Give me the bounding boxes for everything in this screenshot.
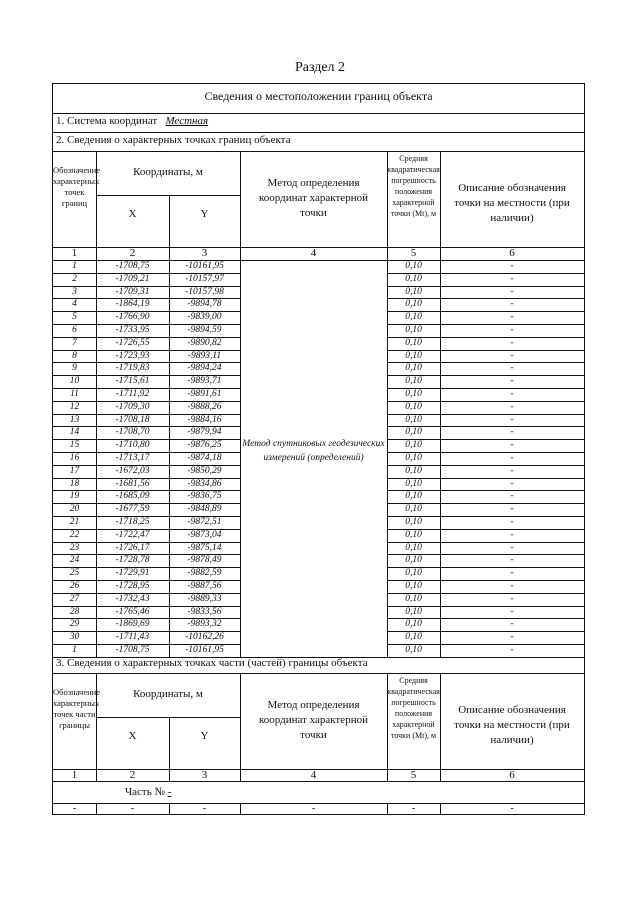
point-description: - <box>510 273 514 284</box>
point-mt: 0,10 <box>405 581 422 591</box>
point-x: -1718,25 <box>115 517 150 527</box>
part-col-number: 6 <box>509 769 515 781</box>
part-label-wrap <box>125 786 171 798</box>
point-number: 16 <box>69 453 80 463</box>
point-y: -10162,26 <box>185 632 224 643</box>
point-number: 29 <box>69 619 80 630</box>
point-x: -1729,91 <box>115 568 150 579</box>
point-description: - <box>510 517 514 527</box>
section2-title: 2. Сведения о характерных точках границ объекта <box>56 134 291 146</box>
point-y: -9872,51 <box>187 517 222 527</box>
point-x: -1715,61 <box>115 376 150 387</box>
point-x: -1685,09 <box>115 491 150 502</box>
part-col-number: 5 <box>410 769 417 781</box>
point-y: -10157,97 <box>185 273 224 284</box>
point-description: - <box>510 261 514 271</box>
point-x: -1677,59 <box>115 504 150 515</box>
point-number: 24 <box>69 555 80 566</box>
part-row-cell: - <box>72 803 77 814</box>
point-number: 23 <box>69 542 80 553</box>
point-number: 22 <box>69 529 80 540</box>
point-x: -1732,43 <box>115 593 150 604</box>
point-y: -10157,98 <box>185 286 224 297</box>
part-method-header: Метод определения координат характерной точки <box>259 699 368 741</box>
y-header: Y <box>200 208 209 220</box>
point-number: 11 <box>70 389 79 399</box>
point-y: -9891,61 <box>187 389 222 399</box>
point-description: - <box>510 414 514 425</box>
part-row-cell: - <box>411 803 416 814</box>
part-x-header: X <box>128 730 137 742</box>
point-description: - <box>510 389 514 399</box>
point-x: -1708,18 <box>115 414 150 425</box>
point-mt: 0,10 <box>405 645 422 655</box>
point-number: 8 <box>72 350 77 361</box>
point-x: -1708,75 <box>115 261 150 271</box>
part-y-header: Y <box>200 730 209 742</box>
point-y: -9893,11 <box>187 350 222 361</box>
point-mt: 0,10 <box>405 350 422 361</box>
point-number: 27 <box>69 593 80 604</box>
point-mt: 0,10 <box>405 491 422 502</box>
point-mt: 0,10 <box>405 542 422 553</box>
point-mt: 0,10 <box>405 440 422 451</box>
point-description: - <box>510 299 514 310</box>
point-designation-header: Обозначение характерных точек границ <box>53 165 100 208</box>
point-description: - <box>510 542 514 553</box>
point-x: -1708,70 <box>115 427 150 438</box>
accuracy-header: Средняя квадратическая погрешность положения характерной точки (Mt), м <box>387 154 440 218</box>
part-col-number: 3 <box>201 769 208 781</box>
point-description: - <box>510 465 514 476</box>
point-y: -9834,86 <box>187 478 222 489</box>
point-mt: 0,10 <box>405 465 422 476</box>
point-description: - <box>510 440 514 451</box>
col-number: 2 <box>129 247 136 259</box>
point-mt: 0,10 <box>405 286 422 297</box>
point-description: - <box>510 645 514 655</box>
point-y: -9878,49 <box>187 555 222 566</box>
point-y: -9876,25 <box>187 440 222 451</box>
point-mt: 0,10 <box>405 606 422 617</box>
point-mt: 0,10 <box>405 593 422 604</box>
point-x: -1728,95 <box>115 581 150 591</box>
part-col-number: 1 <box>71 769 78 781</box>
point-number: 6 <box>72 325 77 335</box>
part-description-header: Описание обозначения точки на местности (при наличии) <box>454 704 570 746</box>
point-y: -9850,29 <box>187 465 222 476</box>
point-x: -1711,43 <box>115 632 150 643</box>
point-x: -1864,19 <box>115 299 150 310</box>
point-description: - <box>510 568 514 579</box>
point-x: -1672,03 <box>115 465 150 476</box>
point-x: -1722,47 <box>115 529 150 540</box>
coord-system <box>56 115 208 127</box>
point-x: -1719,83 <box>115 363 150 374</box>
point-number: 20 <box>69 504 80 515</box>
point-description: - <box>510 350 514 361</box>
point-number: 3 <box>72 286 77 297</box>
point-mt: 0,10 <box>405 632 422 643</box>
col-number: 5 <box>410 247 417 259</box>
point-y: -9874,18 <box>187 453 222 463</box>
point-description: - <box>510 453 514 463</box>
col-number: 1 <box>71 247 78 259</box>
section-title: Раздел 2 <box>294 60 346 75</box>
main-heading: Сведения о местоположении границ объекта <box>204 89 433 103</box>
point-number: 5 <box>72 312 77 323</box>
point-x: -1766,90 <box>115 312 150 323</box>
point-number: 30 <box>69 632 80 643</box>
point-x: -1869,69 <box>115 619 150 630</box>
boundary-table <box>52 83 585 815</box>
point-number: 14 <box>69 427 80 438</box>
point-x: -1765,46 <box>115 606 150 617</box>
point-number: 18 <box>69 478 80 489</box>
point-description: - <box>510 337 514 348</box>
point-y: -9890,82 <box>187 337 222 348</box>
part-row-cell: - <box>202 803 207 814</box>
point-number: 13 <box>69 414 80 425</box>
point-x: -1726,17 <box>115 542 150 553</box>
point-mt: 0,10 <box>405 299 422 310</box>
point-description: - <box>510 286 514 297</box>
description-header: Описание обозначения точки на местности (при наличии) <box>454 182 570 224</box>
point-x: -1709,31 <box>115 286 150 297</box>
point-description: - <box>510 312 514 323</box>
point-description: - <box>510 325 514 335</box>
point-description: - <box>510 619 514 630</box>
point-mt: 0,10 <box>405 401 422 412</box>
point-number: 7 <box>72 337 77 348</box>
point-mt: 0,10 <box>405 376 422 387</box>
point-mt: 0,10 <box>405 453 422 463</box>
point-number: 19 <box>69 491 80 502</box>
point-number: 1 <box>72 261 77 271</box>
point-number: 25 <box>69 568 80 579</box>
col-number: 6 <box>509 247 515 259</box>
point-number: 12 <box>69 401 80 412</box>
point-number: 21 <box>69 517 80 527</box>
point-y: -10161,95 <box>185 261 224 271</box>
part-row-cell: - <box>510 803 514 814</box>
point-y: -9893,32 <box>187 619 222 630</box>
point-y: -9888,26 <box>187 401 222 412</box>
point-mt: 0,10 <box>405 619 422 630</box>
point-description: - <box>510 529 514 540</box>
point-y: -9882,59 <box>187 568 222 579</box>
coord-system-value: Местная <box>165 115 209 127</box>
point-mt: 0,10 <box>405 325 422 335</box>
point-number: 9 <box>72 363 77 374</box>
point-y: -9873,04 <box>187 529 222 540</box>
point-x: -1713,17 <box>115 453 150 463</box>
part-label: Часть № <box>125 786 165 798</box>
point-y: -10161,95 <box>185 645 224 655</box>
point-number: 15 <box>69 440 80 451</box>
coordinates-header: Координаты, м <box>133 166 203 178</box>
point-number: 17 <box>69 465 80 476</box>
point-mt: 0,10 <box>405 427 422 438</box>
point-x: -1710,80 <box>115 440 150 451</box>
point-description: - <box>510 632 514 643</box>
point-mt: 0,10 <box>405 389 422 399</box>
point-description: - <box>510 363 514 374</box>
part-row-cell: - <box>311 803 316 814</box>
point-mt: 0,10 <box>405 568 422 579</box>
point-mt: 0,10 <box>405 414 422 425</box>
point-number: 10 <box>69 376 80 387</box>
point-mt: 0,10 <box>405 337 422 348</box>
part-value: - <box>167 786 172 798</box>
point-x: -1709,30 <box>115 401 150 412</box>
point-number: 28 <box>69 606 80 617</box>
point-y: -9833,56 <box>187 606 222 617</box>
point-number: 4 <box>72 299 77 310</box>
point-x: -1711,92 <box>115 389 150 399</box>
point-description: - <box>510 491 514 502</box>
point-description: - <box>510 376 514 387</box>
point-x: -1733,95 <box>115 325 150 335</box>
point-mt: 0,10 <box>405 363 422 374</box>
point-x: -1708,75 <box>115 645 150 655</box>
point-description: - <box>510 504 514 515</box>
point-x: -1709,21 <box>115 273 150 284</box>
point-y: -9894,59 <box>187 325 222 335</box>
point-mt: 0,10 <box>405 529 422 540</box>
point-x: -1723,93 <box>115 350 150 361</box>
point-y: -9889,33 <box>187 593 222 604</box>
point-mt: 0,10 <box>405 504 422 515</box>
point-y: -9848,89 <box>187 504 222 515</box>
point-description: - <box>510 555 514 566</box>
part-col-number: 2 <box>129 769 136 781</box>
point-number: 1 <box>72 645 77 655</box>
point-number: 2 <box>72 273 77 284</box>
point-x: -1726,55 <box>115 337 150 348</box>
col-number: 4 <box>310 247 317 259</box>
part-accuracy-header: Средняя квадратическая погрешность положения характерной точки (Mt), м <box>387 676 440 740</box>
section3-title: 3. Сведения о характерных точках части (частей) границы объекта <box>56 657 368 669</box>
point-y: -9894,78 <box>187 299 222 310</box>
method-header: Метод определения координат характерной точки <box>259 177 368 219</box>
point-x: -1728,78 <box>115 555 150 566</box>
point-mt: 0,10 <box>405 555 422 566</box>
part-row-cell: - <box>130 803 135 814</box>
point-mt: 0,10 <box>405 273 422 284</box>
point-description: - <box>510 581 514 591</box>
point-description: - <box>510 427 514 438</box>
coord-system-label: 1. Система координат <box>56 115 158 127</box>
point-description: - <box>510 401 514 412</box>
point-mt: 0,10 <box>405 478 422 489</box>
point-y: -9839,00 <box>187 312 222 323</box>
point-mt: 0,10 <box>405 261 422 271</box>
point-description: - <box>510 606 514 617</box>
point-description: - <box>510 593 514 604</box>
point-mt: 0,10 <box>405 517 422 527</box>
x-header: X <box>128 208 137 220</box>
point-y: -9879,94 <box>187 427 222 438</box>
part-col-number: 4 <box>310 769 317 781</box>
point-y: -9884,16 <box>187 414 222 425</box>
part-point-designation-header: Обозначение характерных точек части границы <box>53 687 100 730</box>
method-value: Метод спутниковых геодезических измерений (определений) <box>242 439 385 463</box>
point-y: -9894,24 <box>187 363 222 374</box>
point-y: -9887,56 <box>187 581 222 591</box>
point-mt: 0,10 <box>405 312 422 323</box>
point-y: -9875,14 <box>187 542 222 553</box>
part-coordinates-header: Координаты, м <box>133 688 203 700</box>
point-number: 26 <box>69 581 80 591</box>
point-x: -1681,56 <box>115 478 150 489</box>
point-y: -9836,75 <box>187 491 222 502</box>
col-number: 3 <box>201 247 208 259</box>
point-y: -9893,71 <box>187 376 222 387</box>
point-description: - <box>510 478 514 489</box>
